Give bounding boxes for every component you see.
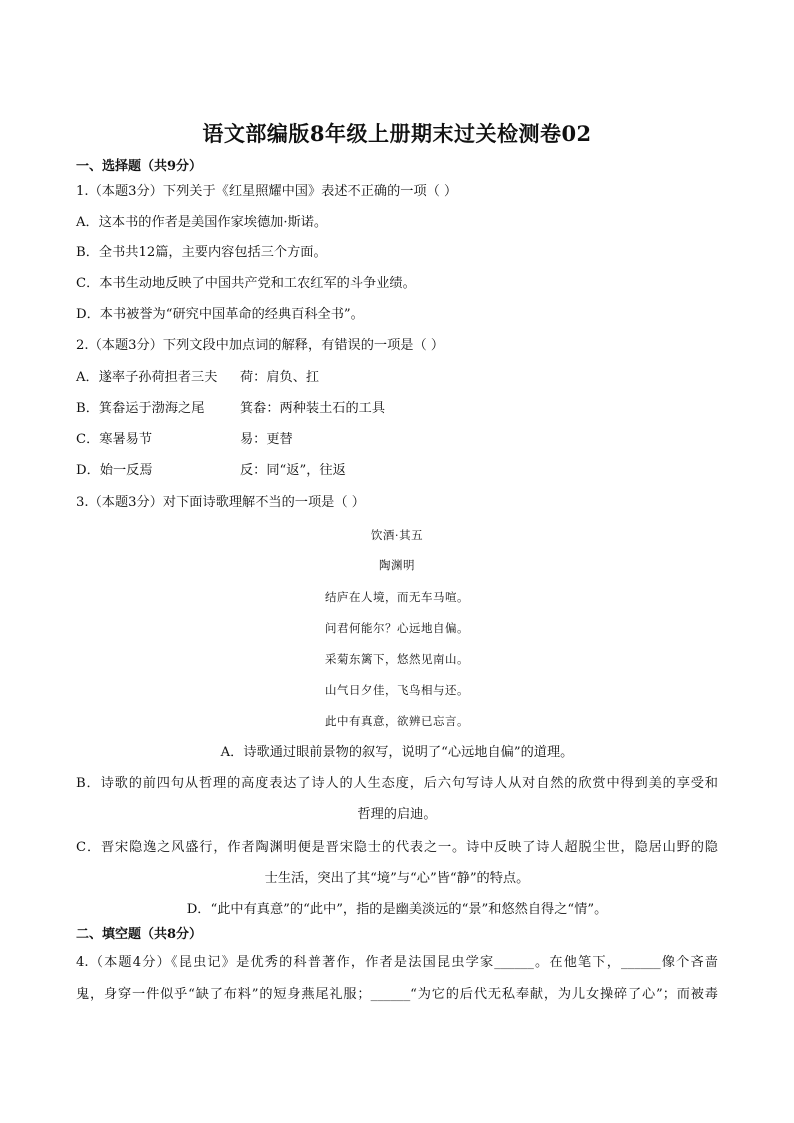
q2-option-b-phrase: B．箕畚运于渤海之尾 [76,401,205,416]
poem-line: 此中有真意，欲辨已忘言。 [325,714,469,728]
q1-option-a: A．这本书的作者是美国作家埃德加·斯诺。 [76,215,328,230]
q2-option-c-gloss: 易：更替 [240,432,293,447]
q2-option-d-phrase: D．始一反焉 [76,463,153,478]
q2-option-a [76,368,319,388]
poem-line: 山气日夕佳，飞鸟相与还。 [325,683,469,697]
q2-stem: 2.（本题3分）下列文段中加点词的解释，有错误的一项是（ ） [76,338,445,353]
q2-option-d [76,461,346,481]
q1-stem: 1.（本题3分）下列关于《红星照耀中国》表述不正确的一项（ ） [76,184,458,199]
q2-option-c-phrase: C．寒暑易节 [76,432,153,447]
q3-stem: 3.（本题3分）对下面诗歌理解不当的一项是（ ） [76,495,365,510]
section-choice-heading: 一、选择题（共9分） [76,159,203,174]
q1-option-b: B．全书共12篇，主要内容包括三个方面。 [76,245,327,260]
q2-option-c [76,430,293,450]
q4-line2: 鬼，身穿一件似乎“缺了布料”的短身燕尾礼服；______“为它的后代无私奉献，为儿女操碎了心”；而被毒 [76,987,718,1002]
q3-option-a: A．诗歌通过眼前景物的叙写，说明了“心远地自偏”的道理。 [220,745,574,760]
exam-title: 语文部编版8年级上册期末过关检测卷02 [202,121,592,146]
q3-option-b-line1: B．诗歌的前四句从哲理的高度表达了诗人的人生态度，后六句写诗人从对自然的欣赏中得到美的享受和 [76,776,718,791]
q3-option-b-line2: 哲理的启迪。 [357,807,437,822]
q2-option-a-gloss: 荷：肩负、扛 [240,370,320,385]
q3-option-d: D．“此中有真意”的“此中”，指的是幽美淡远的“景”和悠然自得之“情”。 [186,902,608,917]
q2-option-d-gloss: 反：同“返”，往返 [240,463,346,478]
q3-option-c-line1: C．晋宋隐逸之风盛行，作者陶渊明便是晋宋隐士的代表之一。诗中反映了诗人超脱尘世，隐居山野的隐 [76,840,718,855]
poem-line: 问君何能尔？心远地自偏。 [325,621,469,635]
section-fill-heading: 二、填空题（共8分） [76,927,203,942]
q1-option-c: C．本书生动地反映了中国共产党和工农红军的斗争业绩。 [76,276,416,291]
q1-option-d: D．本书被誉为“研究中国革命的经典百科全书”。 [76,307,364,322]
q3-option-c-line2: 士生活，突出了其“境”与“心”皆“静”的特点。 [264,871,530,886]
q2-option-a-phrase: A．遂率子孙荷担者三夫 [76,370,218,385]
q4-line1: 4.（本题4分）《昆虫记》是优秀的科普著作，作者是法国昆虫学家______。在他笔下，______像个吝啬 [76,955,718,970]
poem-line: 采菊东篱下，悠然见南山。 [325,652,469,666]
poem-title: 饮酒·其五 [370,528,424,542]
poem-author: 陶渊明 [379,558,415,572]
q2-option-b [76,399,385,419]
poem-line: 结庐在人境，而无车马喧。 [325,590,469,604]
q2-option-b-gloss: 箕畚：两种装土石的工具 [240,401,386,416]
